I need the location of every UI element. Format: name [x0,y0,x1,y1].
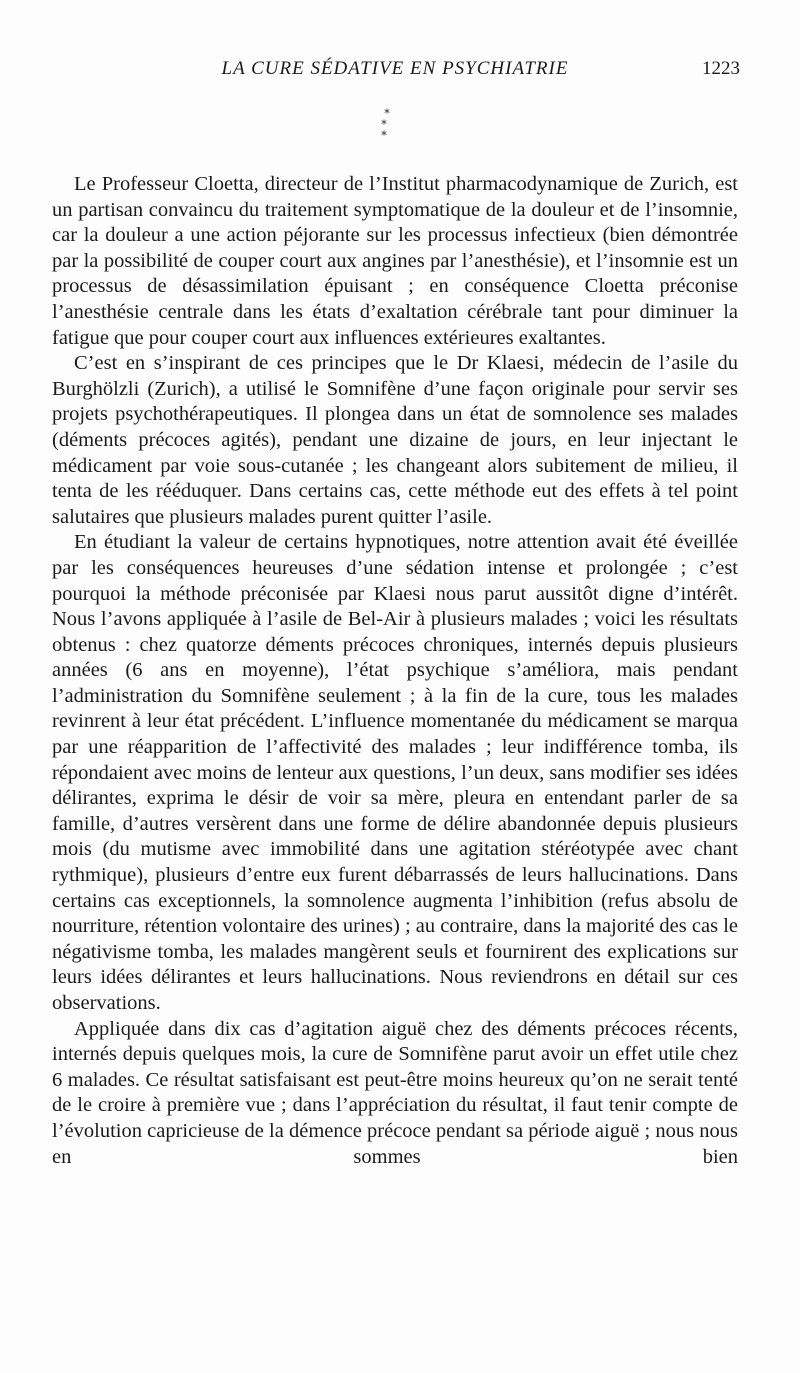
asterism-separator [372,107,402,142]
running-title: LA CURE SÉDATIVE EN PSYCHIATRIE [221,58,569,79]
paragraph-1: Le Professeur Cloetta, directeur de l’Institut pharmacodynamique de Zurich, est un partisan convaincu du traitement symptomatique de la douleur et de l’insomnie, car la douleur a une action péjorante sur les processus infectieux (bien démontrée par la possibilité de couper court aux angines par l’anesthésie), et l’insomnie est un processus de désassimilation épuisant ; en conséquence Cloetta préconise l’anesthésie centrale dans les états d’exaltation cérébrale tant pour diminuer la fatigue que pour couper court aux influences extérieures exaltantes. [52,173,738,349]
running-header [50,56,740,84]
paragraph-4: Appliquée dans dix cas d’agitation aiguë chez des déments précoces récents, internés depuis quelques mois, la cure de Somnifène parut avoir un effet utile chez 6 malades. Ce résultat satisfaisant est peut-être moins heureux qu’on ne serait tenté de le croire à première vue ; dans l’appréciation du résultat, il faut tenir compte de l’évolution capricieuse de la démence précoce pendant sa période aiguë ; nous nous en sommes bien [52,1017,738,1168]
asterism-top: * [384,107,390,120]
page-number: 1223 [702,58,740,79]
paragraph-2: C’est en s’inspirant de ces principes que le Dr Klaesi, médecin de l’asile du Burghölzli (Zurich), a utilisé le Somnifène d’une façon originale pour servir ses projets psychothérapeutiques. Il plongea dans un état de somnolence ses malades (déments précoces agités), pendant une dizaine de jours, en leur injectant le médicament par voie sous-cutanée ; les changeant alors subitement de milieu, il tenta de les rééduquer. Dans certains cas, cette méthode eut des effets à tel point salutaires que plusieurs malades purent quitter l’asile. [52,352,738,528]
paragraph-3: En étudiant la valeur de certains hypnotiques, notre attention avait été éveillée par les conséquences heureuses d’une sédation intense et prolongée ; c’est pourquoi la méthode préconisée par Klaesi nous parut aussitôt digne d’intérêt. Nous l’avons appliquée à l’asile de Bel-Air à plusieurs malades ; voici les résultats obtenus : chez quatorze déments précoces chroniques, internés depuis plusieurs années (6 ans en moyenne), l’état psychique s’améliora, mais pendant l’administration du Somnifène seulement ; à la fin de la cure, tous les malades revinrent à leur état précédent. L’influence momentanée du médicament se marqua par une réapparition de l’affectivité des malades ; leur indifférence tomba, ils répondaient avec moins de lenteur aux questions, l’un deux, sans modifier ses idées délirantes, exprima le désir de voir sa mère, pleura en entendant parler de sa famille, d’autres versèrent dans une forme de délire abandonnée depuis plusieurs mois (du mutisme avec immobilité dans une agitation stéréotypée avec chant rythmique), plusieurs d’entre eux furent débarrassés de leurs hallucinations. Dans certains cas exceptionnels, la somnolence augmenta l’inhibition (refus absolu de nourriture, rétention volontaire des urines) ; au contraire, dans la majorité des cas le négativisme tomba, les malades mangèrent seuls et fournirent des explications sur leurs idées délirantes et leurs hallucinations. Nous reviendrons en détail sur ces observations. [52,531,738,1014]
body-text [52,172,738,1170]
asterism-bottom: * * [381,118,393,142]
